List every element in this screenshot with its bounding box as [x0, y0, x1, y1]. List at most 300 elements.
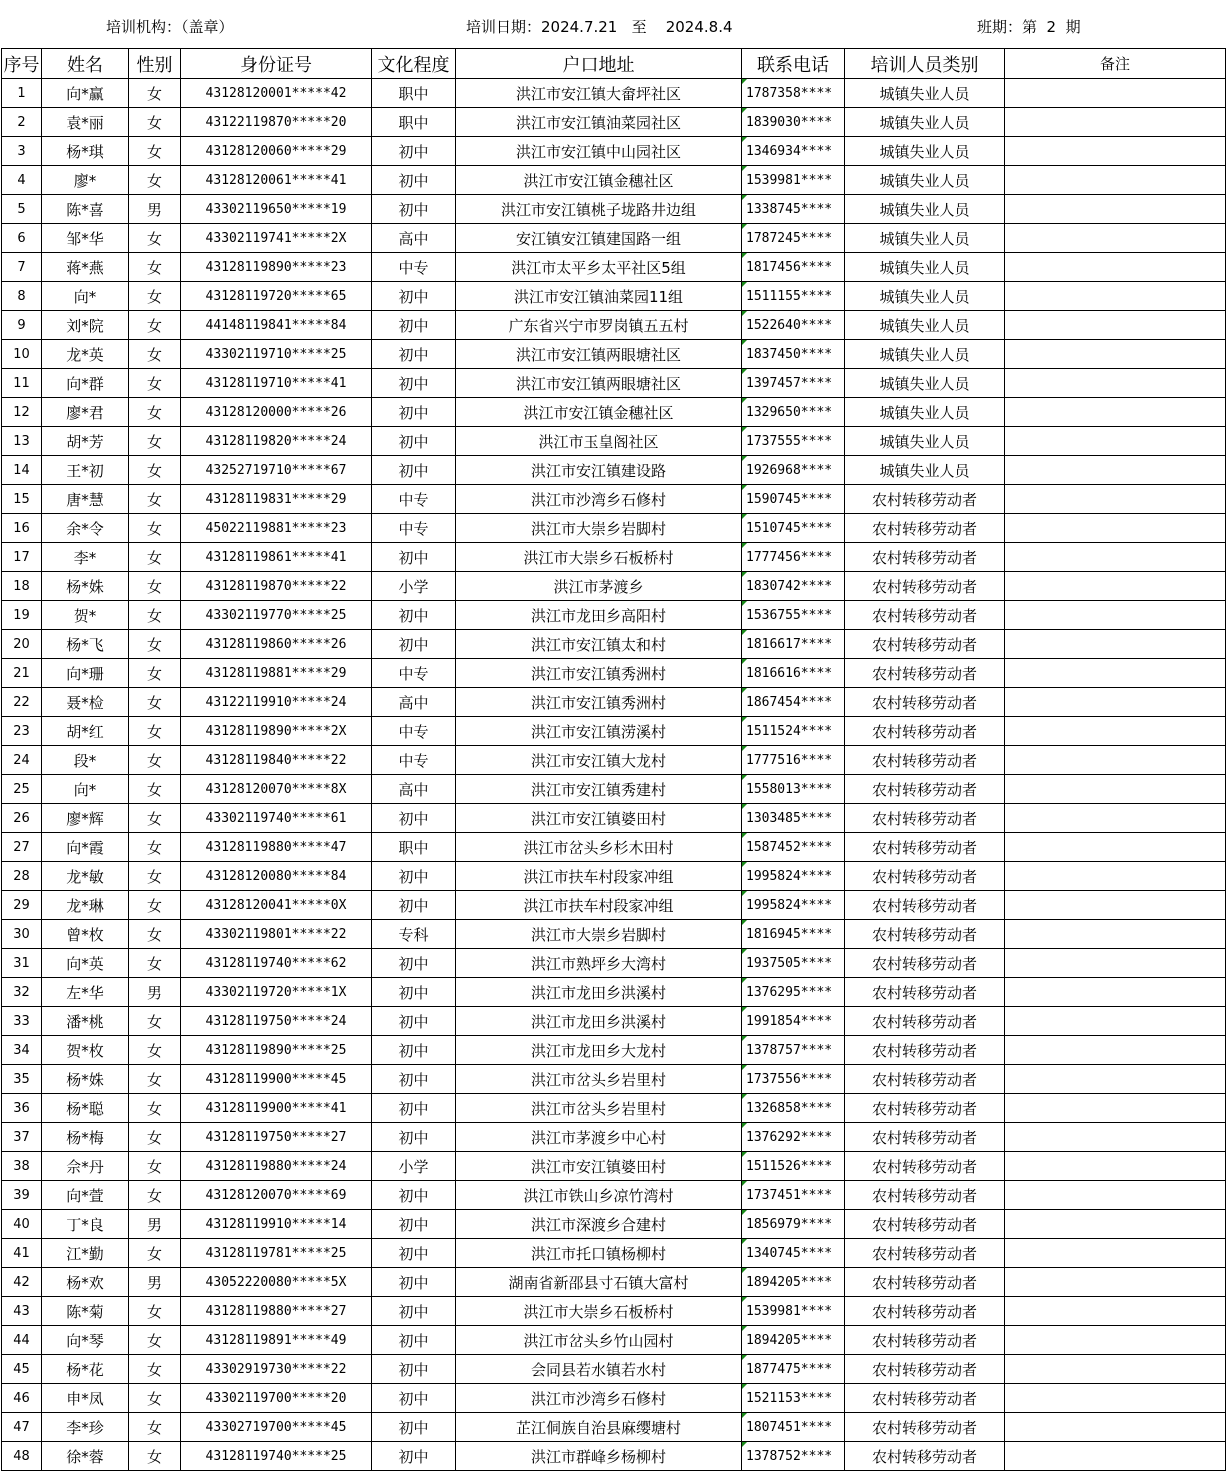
cell-education: 初中 [372, 1355, 456, 1384]
cell-education: 高中 [372, 775, 456, 804]
cell-address: 洪江市龙田乡洪溪村 [456, 1007, 742, 1036]
cell-phone: 1303485**** [742, 804, 845, 833]
cell-gender: 女 [129, 1239, 181, 1268]
cell-phone: 1937505**** [742, 949, 845, 978]
cell-trainee-category: 农村转移劳动者 [845, 688, 1005, 717]
cell-trainee-category: 农村转移劳动者 [845, 1355, 1005, 1384]
cell-remark [1005, 978, 1226, 1007]
cell-gender: 女 [129, 833, 181, 862]
cell-id-number: 43128119870*****22 [181, 572, 372, 601]
cell-address: 洪江市玉皇阁社区 [456, 427, 742, 456]
cell-id-number: 43128120000*****26 [181, 398, 372, 427]
table-row [2, 949, 1226, 978]
cell-id-number: 43128119840*****22 [181, 746, 372, 775]
cell-name: 向*群 [42, 369, 129, 398]
cell-id-number: 43128119891*****49 [181, 1326, 372, 1355]
cell-address: 洪江市大崇乡石板桥村 [456, 1297, 742, 1326]
cell-trainee-category: 城镇失业人员 [845, 137, 1005, 166]
table-row [2, 746, 1226, 775]
cell-name: 袁*丽 [42, 108, 129, 137]
cell-address: 洪江市安江镇桃子垅路井边组 [456, 195, 742, 224]
cell-serial-number: 34 [2, 1036, 42, 1065]
cell-gender: 女 [129, 224, 181, 253]
cell-remark [1005, 543, 1226, 572]
cell-trainee-category: 农村转移劳动者 [845, 1413, 1005, 1442]
cell-education: 初中 [372, 1326, 456, 1355]
cell-phone: 1817456**** [742, 253, 845, 282]
cell-education: 初中 [372, 1065, 456, 1094]
table-row [2, 833, 1226, 862]
cell-remark [1005, 1355, 1226, 1384]
cell-name: 江*勤 [42, 1239, 129, 1268]
cell-gender: 女 [129, 1413, 181, 1442]
cell-name: 聂*检 [42, 688, 129, 717]
table-row [2, 717, 1226, 746]
cell-id-number: 43128119740*****25 [181, 1442, 372, 1471]
cell-address: 洪江市深渡乡合建村 [456, 1210, 742, 1239]
cell-name: 杨*聪 [42, 1094, 129, 1123]
cell-phone: 1894205**** [742, 1326, 845, 1355]
cell-trainee-category: 农村转移劳动者 [845, 1152, 1005, 1181]
cell-gender: 女 [129, 891, 181, 920]
cell-serial-number: 15 [2, 485, 42, 514]
cell-phone: 1346934**** [742, 137, 845, 166]
cell-phone: 1376295**** [742, 978, 845, 1007]
cell-phone: 1777516**** [742, 746, 845, 775]
cell-remark [1005, 311, 1226, 340]
cell-gender: 女 [129, 456, 181, 485]
cell-education: 初中 [372, 1094, 456, 1123]
cell-id-number: 43128119890*****25 [181, 1036, 372, 1065]
cell-gender: 女 [129, 1355, 181, 1384]
cell-trainee-category: 城镇失业人员 [845, 456, 1005, 485]
class-period-label: 班期：第 2 期 [977, 18, 1081, 36]
cell-remark [1005, 398, 1226, 427]
cell-phone: 1329650**** [742, 398, 845, 427]
cell-serial-number: 8 [2, 282, 42, 311]
cell-education: 初中 [372, 1210, 456, 1239]
cell-education: 初中 [372, 398, 456, 427]
cell-remark [1005, 369, 1226, 398]
cell-id-number: 43128120061*****41 [181, 166, 372, 195]
cell-gender: 女 [129, 688, 181, 717]
cell-remark [1005, 833, 1226, 862]
cell-serial-number: 18 [2, 572, 42, 601]
cell-gender: 女 [129, 1384, 181, 1413]
cell-education: 中专 [372, 746, 456, 775]
cell-remark [1005, 659, 1226, 688]
cell-gender: 女 [129, 717, 181, 746]
cell-serial-number: 22 [2, 688, 42, 717]
cell-gender: 男 [129, 195, 181, 224]
cell-remark [1005, 746, 1226, 775]
table-row [2, 601, 1226, 630]
column-header-education: 文化程度 [372, 49, 456, 79]
cell-serial-number: 4 [2, 166, 42, 195]
cell-remark [1005, 427, 1226, 456]
cell-remark [1005, 688, 1226, 717]
cell-trainee-category: 农村转移劳动者 [845, 717, 1005, 746]
cell-id-number: 43128120001*****42 [181, 79, 372, 108]
cell-education: 初中 [372, 137, 456, 166]
cell-phone: 1816616**** [742, 659, 845, 688]
cell-address: 洪江市安江镇油菜园社区 [456, 108, 742, 137]
cell-remark [1005, 1094, 1226, 1123]
cell-address: 洪江市岔头乡杉木田村 [456, 833, 742, 862]
table-row [2, 485, 1226, 514]
cell-remark [1005, 1442, 1226, 1471]
cell-serial-number: 5 [2, 195, 42, 224]
cell-gender: 女 [129, 659, 181, 688]
table-body [2, 79, 1226, 1471]
cell-trainee-category: 农村转移劳动者 [845, 862, 1005, 891]
cell-address: 洪江市安江镇婆田村 [456, 1152, 742, 1181]
cell-name: 佘*丹 [42, 1152, 129, 1181]
cell-name: 余*令 [42, 514, 129, 543]
table-row [2, 1181, 1226, 1210]
cell-trainee-category: 城镇失业人员 [845, 369, 1005, 398]
table-row [2, 775, 1226, 804]
cell-phone: 1837450**** [742, 340, 845, 369]
cell-address: 湖南省新邵县寸石镇大富村 [456, 1268, 742, 1297]
cell-education: 中专 [372, 514, 456, 543]
cell-education: 初中 [372, 369, 456, 398]
cell-name: 曾*枚 [42, 920, 129, 949]
cell-remark [1005, 340, 1226, 369]
cell-gender: 女 [129, 572, 181, 601]
cell-trainee-category: 农村转移劳动者 [845, 1065, 1005, 1094]
cell-remark [1005, 862, 1226, 891]
cell-id-number: 43128120080*****84 [181, 862, 372, 891]
cell-id-number: 43128119861*****41 [181, 543, 372, 572]
cell-trainee-category: 城镇失业人员 [845, 224, 1005, 253]
cell-address: 洪江市安江镇建设路 [456, 456, 742, 485]
cell-gender: 女 [129, 543, 181, 572]
cell-education: 初中 [372, 978, 456, 1007]
cell-phone: 1787245**** [742, 224, 845, 253]
table-row [2, 630, 1226, 659]
cell-id-number: 43128120041*****0X [181, 891, 372, 920]
cell-address: 洪江市沙湾乡石修村 [456, 1384, 742, 1413]
cell-education: 初中 [372, 1268, 456, 1297]
table-row [2, 79, 1226, 108]
cell-address: 洪江市安江镇金穗社区 [456, 398, 742, 427]
cell-address: 洪江市扶车村段家冲组 [456, 862, 742, 891]
cell-id-number: 43128119880*****27 [181, 1297, 372, 1326]
cell-serial-number: 36 [2, 1094, 42, 1123]
cell-trainee-category: 农村转移劳动者 [845, 572, 1005, 601]
cell-name: 段* [42, 746, 129, 775]
cell-phone: 1856979**** [742, 1210, 845, 1239]
cell-id-number: 43128120070*****69 [181, 1181, 372, 1210]
column-header-phone: 联系电话 [742, 49, 845, 79]
column-header-serial-number: 序号 [2, 49, 42, 79]
cell-id-number: 43128119890*****23 [181, 253, 372, 282]
table-row [2, 862, 1226, 891]
cell-gender: 女 [129, 1152, 181, 1181]
cell-serial-number: 21 [2, 659, 42, 688]
cell-trainee-category: 城镇失业人员 [845, 427, 1005, 456]
cell-serial-number: 14 [2, 456, 42, 485]
table-row [2, 1094, 1226, 1123]
cell-phone: 1995824**** [742, 891, 845, 920]
cell-serial-number: 1 [2, 79, 42, 108]
cell-phone: 1991854**** [742, 1007, 845, 1036]
cell-address: 洪江市群峰乡杨柳村 [456, 1442, 742, 1471]
cell-address: 洪江市熟坪乡大湾村 [456, 949, 742, 978]
cell-remark [1005, 1297, 1226, 1326]
cell-gender: 女 [129, 1036, 181, 1065]
cell-remark [1005, 775, 1226, 804]
cell-serial-number: 37 [2, 1123, 42, 1152]
cell-trainee-category: 城镇失业人员 [845, 195, 1005, 224]
cell-education: 小学 [372, 1152, 456, 1181]
table-row [2, 1152, 1226, 1181]
cell-address: 洪江市安江镇两眼塘社区 [456, 340, 742, 369]
cell-remark [1005, 1413, 1226, 1442]
table-row [2, 398, 1226, 427]
cell-name: 廖*君 [42, 398, 129, 427]
cell-remark [1005, 1036, 1226, 1065]
cell-education: 初中 [372, 1413, 456, 1442]
cell-id-number: 43128119720*****65 [181, 282, 372, 311]
cell-remark [1005, 485, 1226, 514]
cell-trainee-category: 农村转移劳动者 [845, 514, 1005, 543]
cell-remark [1005, 1326, 1226, 1355]
cell-id-number: 43128119890*****2X [181, 717, 372, 746]
cell-phone: 1340745**** [742, 1239, 845, 1268]
cell-id-number: 43128119910*****14 [181, 1210, 372, 1239]
table-row [2, 543, 1226, 572]
cell-gender: 女 [129, 427, 181, 456]
cell-serial-number: 23 [2, 717, 42, 746]
cell-id-number: 43302119720*****1X [181, 978, 372, 1007]
cell-address: 洪江市岔头乡岩里村 [456, 1065, 742, 1094]
cell-remark [1005, 1007, 1226, 1036]
cell-id-number: 43302119741*****2X [181, 224, 372, 253]
table-row [2, 514, 1226, 543]
cell-name: 杨*姝 [42, 572, 129, 601]
cell-serial-number: 38 [2, 1152, 42, 1181]
cell-phone: 1558013**** [742, 775, 845, 804]
cell-phone: 1737451**** [742, 1181, 845, 1210]
cell-gender: 女 [129, 253, 181, 282]
cell-serial-number: 19 [2, 601, 42, 630]
cell-education: 中专 [372, 485, 456, 514]
cell-id-number: 43128119900*****41 [181, 1094, 372, 1123]
cell-education: 高中 [372, 688, 456, 717]
cell-id-number: 43302119740*****61 [181, 804, 372, 833]
cell-remark [1005, 601, 1226, 630]
cell-remark [1005, 1210, 1226, 1239]
cell-phone: 1338745**** [742, 195, 845, 224]
cell-serial-number: 41 [2, 1239, 42, 1268]
cell-remark [1005, 572, 1226, 601]
cell-education: 初中 [372, 862, 456, 891]
column-header-trainee-category: 培训人员类别 [845, 49, 1005, 79]
cell-id-number: 43128119820*****24 [181, 427, 372, 456]
cell-address: 洪江市安江镇大龙村 [456, 746, 742, 775]
table-row [2, 688, 1226, 717]
cell-address: 洪江市安江镇婆田村 [456, 804, 742, 833]
cell-remark [1005, 891, 1226, 920]
cell-trainee-category: 农村转移劳动者 [845, 485, 1005, 514]
cell-remark [1005, 1239, 1226, 1268]
cell-phone: 1926968**** [742, 456, 845, 485]
cell-address: 洪江市安江镇太和村 [456, 630, 742, 659]
cell-name: 廖* [42, 166, 129, 195]
cell-remark [1005, 282, 1226, 311]
cell-name: 徐*蓉 [42, 1442, 129, 1471]
cell-education: 初中 [372, 427, 456, 456]
column-header-id-number: 身份证号 [181, 49, 372, 79]
cell-serial-number: 17 [2, 543, 42, 572]
table-row [2, 340, 1226, 369]
cell-address: 洪江市安江镇两眼塘社区 [456, 369, 742, 398]
cell-name: 杨*欢 [42, 1268, 129, 1297]
cell-remark [1005, 949, 1226, 978]
cell-trainee-category: 农村转移劳动者 [845, 746, 1005, 775]
cell-address: 广东省兴宁市罗岗镇五五村 [456, 311, 742, 340]
cell-id-number: 43122119910*****24 [181, 688, 372, 717]
cell-name: 向*萱 [42, 1181, 129, 1210]
cell-address: 洪江市岔头乡竹山园村 [456, 1326, 742, 1355]
cell-education: 小学 [372, 572, 456, 601]
cell-name: 唐*慧 [42, 485, 129, 514]
cell-education: 中专 [372, 717, 456, 746]
cell-name: 邹*华 [42, 224, 129, 253]
cell-trainee-category: 农村转移劳动者 [845, 1181, 1005, 1210]
cell-education: 初中 [372, 311, 456, 340]
cell-gender: 女 [129, 369, 181, 398]
cell-gender: 女 [129, 1442, 181, 1471]
cell-remark [1005, 630, 1226, 659]
cell-gender: 女 [129, 1094, 181, 1123]
cell-address: 洪江市托口镇杨柳村 [456, 1239, 742, 1268]
cell-serial-number: 3 [2, 137, 42, 166]
cell-phone: 1877475**** [742, 1355, 845, 1384]
cell-education: 初中 [372, 1181, 456, 1210]
cell-gender: 女 [129, 1065, 181, 1094]
cell-remark [1005, 456, 1226, 485]
table-row [2, 1326, 1226, 1355]
cell-name: 杨*花 [42, 1355, 129, 1384]
cell-trainee-category: 农村转移劳动者 [845, 1094, 1005, 1123]
cell-trainee-category: 城镇失业人员 [845, 166, 1005, 195]
cell-address: 洪江市龙田乡洪溪村 [456, 978, 742, 1007]
cell-name: 杨*姝 [42, 1065, 129, 1094]
cell-address: 洪江市龙田乡高阳村 [456, 601, 742, 630]
cell-gender: 女 [129, 108, 181, 137]
cell-name: 王*初 [42, 456, 129, 485]
cell-remark [1005, 1181, 1226, 1210]
table-row [2, 1123, 1226, 1152]
cell-trainee-category: 农村转移劳动者 [845, 1123, 1005, 1152]
cell-address: 洪江市安江镇涝溪村 [456, 717, 742, 746]
cell-remark [1005, 108, 1226, 137]
cell-gender: 女 [129, 137, 181, 166]
cell-serial-number: 26 [2, 804, 42, 833]
cell-trainee-category: 农村转移劳动者 [845, 1442, 1005, 1471]
cell-trainee-category: 农村转移劳动者 [845, 804, 1005, 833]
cell-serial-number: 44 [2, 1326, 42, 1355]
cell-remark [1005, 137, 1226, 166]
table-row [2, 1355, 1226, 1384]
cell-serial-number: 39 [2, 1181, 42, 1210]
cell-id-number: 43128119860*****26 [181, 630, 372, 659]
cell-phone: 1587452**** [742, 833, 845, 862]
cell-education: 专科 [372, 920, 456, 949]
cell-education: 初中 [372, 456, 456, 485]
cell-address: 洪江市大崇乡岩脚村 [456, 514, 742, 543]
cell-id-number: 43128120060*****29 [181, 137, 372, 166]
cell-trainee-category: 城镇失业人员 [845, 311, 1005, 340]
cell-remark [1005, 195, 1226, 224]
cell-trainee-category: 农村转移劳动者 [845, 1326, 1005, 1355]
cell-address: 洪江市安江镇油菜园11组 [456, 282, 742, 311]
cell-phone: 1511524**** [742, 717, 845, 746]
cell-trainee-category: 城镇失业人员 [845, 79, 1005, 108]
cell-phone: 1522640**** [742, 311, 845, 340]
cell-phone: 1777456**** [742, 543, 845, 572]
table-row [2, 224, 1226, 253]
cell-serial-number: 2 [2, 108, 42, 137]
cell-serial-number: 46 [2, 1384, 42, 1413]
cell-name: 廖*辉 [42, 804, 129, 833]
cell-gender: 女 [129, 862, 181, 891]
cell-education: 初中 [372, 1384, 456, 1413]
cell-serial-number: 7 [2, 253, 42, 282]
cell-remark [1005, 79, 1226, 108]
table-row [2, 1210, 1226, 1239]
cell-education: 初中 [372, 630, 456, 659]
cell-education: 中专 [372, 253, 456, 282]
cell-name: 申*凤 [42, 1384, 129, 1413]
cell-id-number: 43128120070*****8X [181, 775, 372, 804]
cell-trainee-category: 农村转移劳动者 [845, 1036, 1005, 1065]
cell-serial-number: 10 [2, 340, 42, 369]
cell-phone: 1867454**** [742, 688, 845, 717]
cell-id-number: 43122119870*****20 [181, 108, 372, 137]
cell-education: 职中 [372, 833, 456, 862]
cell-id-number: 44148119841*****84 [181, 311, 372, 340]
cell-trainee-category: 农村转移劳动者 [845, 978, 1005, 1007]
cell-phone: 1737555**** [742, 427, 845, 456]
cell-address: 洪江市安江镇金穗社区 [456, 166, 742, 195]
cell-education: 初中 [372, 1036, 456, 1065]
cell-name: 丁*良 [42, 1210, 129, 1239]
cell-education: 高中 [372, 224, 456, 253]
cell-serial-number: 9 [2, 311, 42, 340]
cell-id-number: 43128119710*****41 [181, 369, 372, 398]
cell-trainee-category: 农村转移劳动者 [845, 1297, 1005, 1326]
cell-address: 会同县若水镇若水村 [456, 1355, 742, 1384]
cell-trainee-category: 城镇失业人员 [845, 108, 1005, 137]
cell-id-number: 43128119750*****27 [181, 1123, 372, 1152]
cell-education: 初中 [372, 1297, 456, 1326]
table-row [2, 1036, 1226, 1065]
cell-phone: 1590745**** [742, 485, 845, 514]
cell-address: 洪江市扶车村段家冲组 [456, 891, 742, 920]
cell-serial-number: 20 [2, 630, 42, 659]
table-row [2, 1065, 1226, 1094]
cell-remark [1005, 1065, 1226, 1094]
cell-phone: 1376292**** [742, 1123, 845, 1152]
cell-remark [1005, 514, 1226, 543]
cell-phone: 1807451**** [742, 1413, 845, 1442]
table-row [2, 108, 1226, 137]
cell-name: 贺*枚 [42, 1036, 129, 1065]
